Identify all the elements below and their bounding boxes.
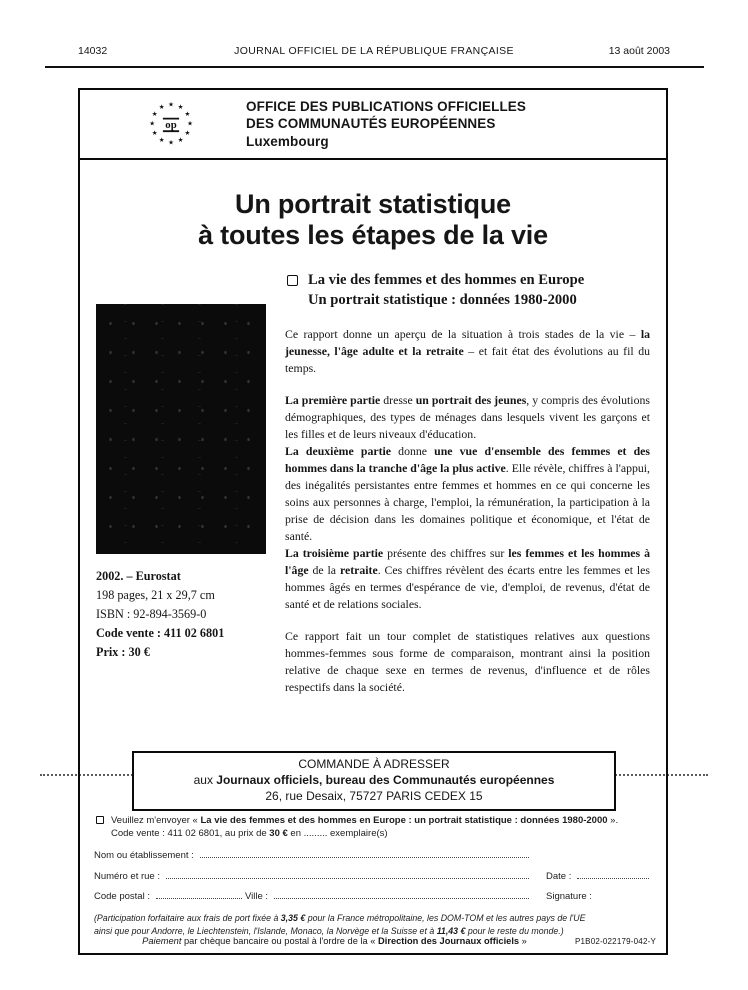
order-address-banner (132, 751, 616, 811)
journal-title: JOURNAL OFFICIEL DE LA RÉPUBLIQUE FRANÇAISE (234, 45, 514, 57)
svg-text:★: ★ (158, 104, 165, 112)
publication-title (80, 189, 666, 250)
svg-text:★: ★ (168, 101, 174, 109)
page-header (78, 45, 670, 57)
title-line1: Un portrait statistique (235, 189, 511, 219)
description-paragraph-2: La première partie dresse un portrait des jeunes, y compris des évolutions démographiques, des types de ménages dans lesquels vivent les garçons et les filles et de leurs niveaux d'éducation. (285, 393, 650, 442)
book-isbn: ISBN : 92-894-3569-0 (96, 606, 207, 621)
svg-text:★: ★ (151, 129, 158, 137)
name-row (94, 848, 652, 861)
title-line2: à toutes les étapes de la vie (198, 219, 548, 250)
page-number: 14032 (78, 45, 108, 57)
publisher-header (80, 90, 666, 160)
book-heading-line1: La vie des femmes et des hommes en Europe (308, 272, 585, 288)
description-paragraph-5: Ce rapport fait un tour complet de statistiques relatives aux questions hommes-femmes sous forme de comparaison, montrant ainsi la position relative de chaque sexe en termes de revenus, d'influence et de rôles respectifs dans la société. (285, 629, 650, 695)
city-field-line[interactable] (274, 889, 529, 899)
svg-text:★: ★ (168, 139, 174, 147)
svg-text:op: op (165, 118, 177, 131)
book-price: Prix : 30 € (96, 644, 150, 659)
book-info (96, 567, 268, 662)
svg-text:★: ★ (187, 120, 193, 128)
order-form (94, 814, 652, 937)
book-heading (285, 271, 650, 310)
publisher-line2: DES COMMUNAUTÉS EUROPÉENNES (246, 116, 496, 132)
shipping-note-line2: ainsi que pour Andorre, le Liechtenstein, l'Islande, Monaco, la Norvège et la Suisse et à 11,43 € pour le reste du monde.) (94, 925, 564, 936)
svg-text:★: ★ (149, 120, 155, 128)
description-paragraph-4: La troisième partie présente des chiffres sur les femmes et les hommes à l'âge de la retraite. Ces chiffres révèlent des écarts entre les femmes et les hommes âgés en termes d'espérance de vie, d'emploi, de revenus, d'état de santé et de relations sociales. (285, 546, 650, 612)
svg-text:★: ★ (177, 104, 184, 112)
description-paragraph-1: Ce rapport donne un aperçu de la situation à trois stades de la vie – la jeunesse, l'âge adulte et la retraite – et fait état des évolutions au fil du temps. (285, 327, 651, 376)
payment-row (94, 936, 656, 946)
book-edition: 2002. – Eurostat (96, 569, 181, 583)
order-banner-title: COMMANDE À ADRESSER (298, 757, 450, 771)
content-columns (80, 271, 666, 696)
publisher-city: Luxembourg (246, 133, 329, 149)
name-field-line[interactable] (200, 848, 529, 858)
order-request (94, 814, 652, 841)
book-cover-image (96, 304, 266, 554)
street-label: Numéro et rue : (94, 870, 160, 882)
city-label: Ville : (244, 891, 269, 903)
svg-text:★: ★ (184, 129, 191, 137)
svg-text:★: ★ (158, 136, 165, 144)
checkbox-icon (287, 275, 298, 286)
postal-field-line[interactable] (156, 889, 242, 899)
order-request-line2: Code vente : 411 02 6801, au prix de 30 € en ......... exemplaire(s) (111, 828, 388, 840)
svg-text:★: ★ (184, 111, 191, 119)
postal-city-row (94, 889, 652, 902)
book-sales-code: Code vente : 411 02 6801 (96, 625, 225, 640)
street-field-line[interactable] (166, 869, 529, 879)
print-reference-code: P1B02-022179-042-Y (575, 937, 656, 946)
publisher-name (246, 98, 526, 150)
eu-publications-office-logo (144, 97, 198, 151)
order-request-line1: Veuillez m'envoyer « La vie des femmes et des hommes en Europe : un portrait statistique : données 1980-2000 ». (111, 815, 619, 826)
publisher-line1: OFFICE DES PUBLICATIONS OFFICIELLES (246, 99, 527, 115)
signature-label: Signature : (546, 891, 592, 903)
svg-text:★: ★ (151, 111, 158, 119)
svg-text:★: ★ (177, 136, 184, 144)
order-checkbox[interactable] (96, 816, 104, 824)
book-format: 198 pages, 21 x 29,7 cm (96, 587, 215, 602)
shipping-note-line1: (Participation forfaitaire aux frais de port fixée à 3,35 € pour la France métropolitaine, les DOM-TOM et les autres pays de l'UE (94, 913, 586, 924)
book-column (96, 271, 268, 696)
order-banner-recipient: aux Journaux officiels, bureau des Communautés européennes (193, 773, 555, 788)
description-paragraph-3: La deuxième partie donne une vue d'ensemble des femmes et des hommes dans la tranche d'âge la plus active. Elle révèle, chiffres à l'appui, des inégalités persistantes entre femmes et hommes en ce qui concerne les soins aux personnes à charge, l'emploi, la rémunération, la participation à la prise de décision dans les domaines politique et économique, et l'état de santé. (285, 444, 651, 544)
order-banner-address: 26, rue Desaix, 75727 PARIS CEDEX 15 (265, 789, 483, 804)
header-rule (45, 66, 704, 68)
shipping-note (94, 912, 652, 937)
payment-instructions: Paiement par chèque bancaire ou postal à l'ordre de la « Direction des Journaux officiels » (142, 936, 527, 946)
name-label: Nom ou établissement : (94, 850, 194, 862)
issue-date: 13 août 2003 (608, 45, 670, 57)
date-field-line[interactable] (577, 869, 649, 879)
date-label: Date : (546, 870, 572, 882)
description-column (285, 271, 650, 696)
advertisement-box (78, 88, 668, 955)
book-heading-line2: Un portrait statistique : données 1980-2000 (308, 291, 577, 308)
street-row (94, 869, 652, 882)
postal-label: Code postal : (94, 891, 150, 903)
